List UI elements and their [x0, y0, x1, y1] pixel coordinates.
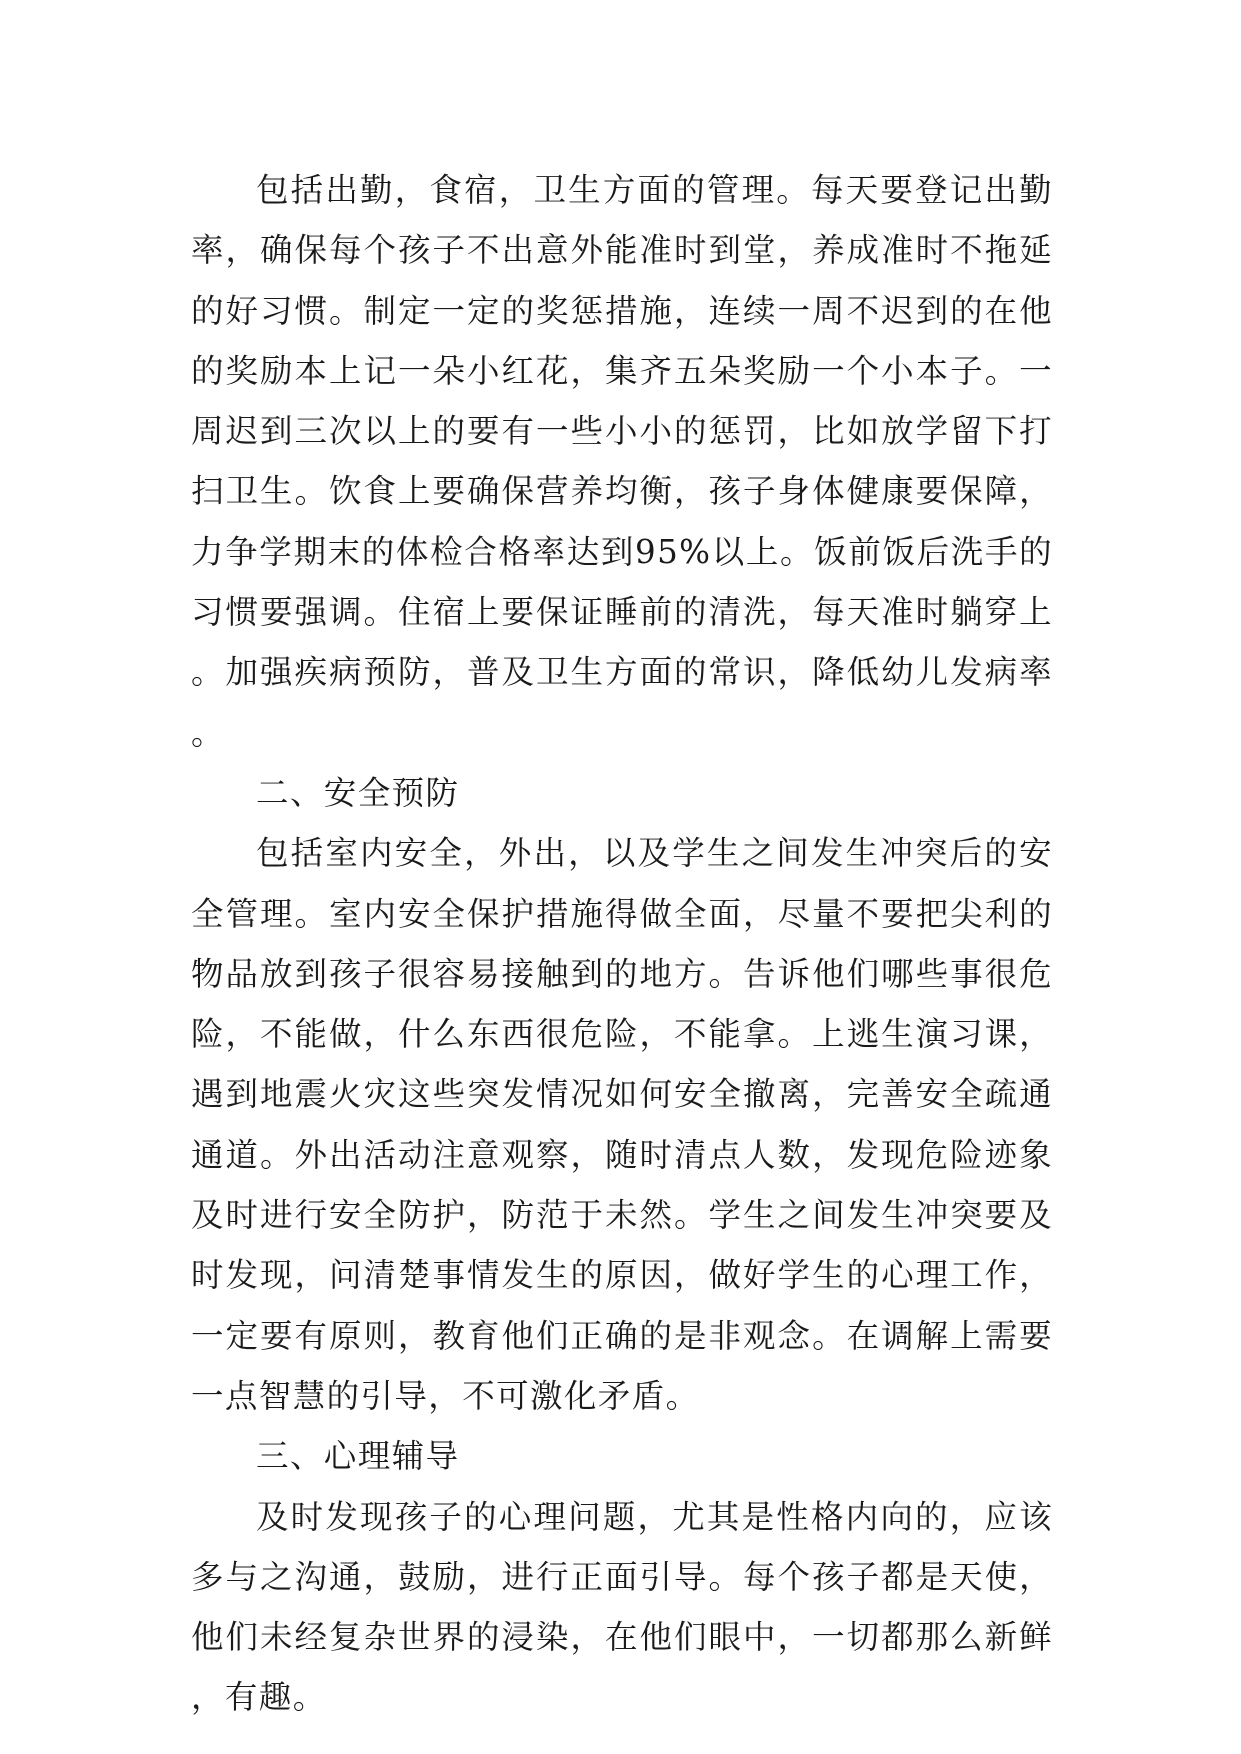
document-body	[191, 160, 1053, 1728]
paragraph-psychological-counseling: 及时发现孩子的心理问题，尤其是性格内向的，应该多与之沟通，鼓励，进行正面引导。每个孩子都是天使，他们未经复杂世界的浸染，在他们眼中，一切都那么新鲜，有趣。	[191, 1497, 1053, 1717]
paragraph-attendance-management: 包括出勤，食宿，卫生方面的管理。每天要登记出勤率，确保每个孩子不出意外能准时到堂，养成准时不拖延的好习惯。制定一定的奖惩措施，连续一周不迟到的在他的奖励本上记一朵小红花，集齐五朵奖励一个小本子。一周迟到三次以上的要有一些小小的惩罚，比如放学留下打扫卫生。饮食上要确保营养均衡，孩子身体健康要保障，力争学期末的体检合格率达到95%以上。饭前饭后洗手的习惯要强调。住宿上要保证睡前的清洗，每天准时躺穿上。加强疾病预防，普及卫生方面的常识，降低幼儿发病率。	[191, 171, 1053, 752]
section-heading-safety: 二、安全预防	[256, 773, 460, 812]
section-heading-counseling: 三、心理辅导	[256, 1437, 460, 1476]
paragraph-safety-management: 包括室内安全，外出，以及学生之间发生冲突后的安全管理。室内安全保护措施得做全面，尽量不要把尖利的物品放到孩子很容易接触到的地方。告诉他们哪些事很危险，不能做，什么东西很危险，不能拿。上逃生演习课，遇到地震火灾这些突发情况如何安全撤离，完善安全疏通通道。外出活动注意观察，随时清点人数，发现危险迹象及时进行安全防护，防范于未然。学生之间发生冲突要及时发现，问清楚事情发生的原因，做好学生的心理工作，一定要有原则，教育他们正确的是非观念。在调解上需要一点智慧的引导，不可激化矛盾。	[191, 834, 1053, 1415]
